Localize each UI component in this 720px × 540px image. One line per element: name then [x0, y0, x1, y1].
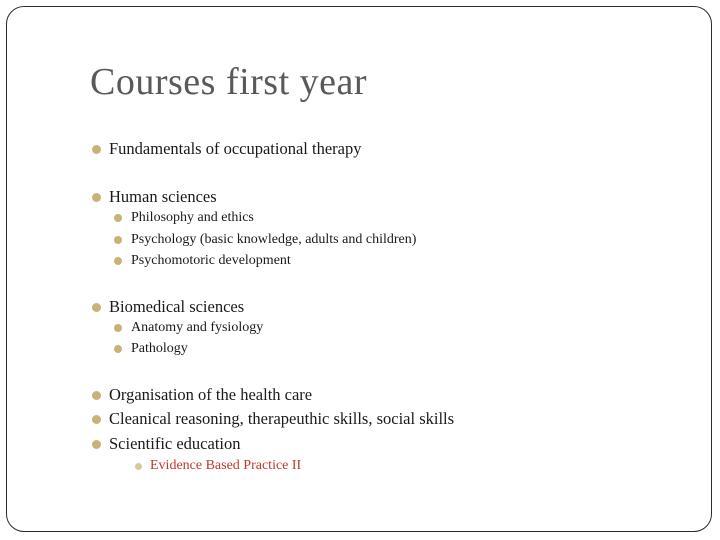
slide-title: Courses first year: [90, 61, 368, 103]
sub-list-item: [114, 320, 263, 336]
list-item: [92, 409, 454, 429]
sub-list-item: [114, 253, 291, 269]
sub-list-item-label: Psychomotoric development: [131, 253, 291, 268]
list-item-label: Scientific education: [109, 434, 241, 453]
list-item: [92, 187, 217, 207]
sub-list-item-label: Anatomy and fysiology: [131, 320, 264, 335]
list-item-label: Human sciences: [109, 187, 217, 206]
sub-list-item-label: Philosophy and ethics: [131, 210, 254, 225]
list-item: [92, 434, 241, 454]
sub-list-item-label: Pathology: [131, 341, 188, 356]
sub-list-item-label: Evidence Based Practice II: [150, 458, 302, 473]
list-item-label: Fundamentals of occupational therapy: [109, 139, 362, 158]
bullet-icon: [92, 415, 101, 424]
list-item: [92, 139, 361, 159]
bullet-icon: [114, 324, 122, 332]
sub-list-item: [114, 232, 416, 248]
list-item: [92, 385, 312, 405]
bullet-icon: [114, 214, 122, 222]
list-item-label: Biomedical sciences: [109, 297, 245, 316]
bullet-icon: [92, 193, 101, 202]
bullet-icon: [114, 236, 122, 244]
sub-list-item-label: Psychology (basic knowledge, adults and children): [131, 232, 417, 247]
sub-list-item: [135, 458, 301, 474]
sub-list-item: [114, 210, 254, 226]
bullet-icon: [114, 345, 122, 353]
bullet-icon: [92, 440, 101, 449]
list-item-label: Organisation of the health care: [109, 385, 313, 404]
list-item: [92, 297, 244, 317]
list-item-label: Cleanical reasoning, therapeuthic skills, social skills: [109, 409, 455, 428]
bullet-icon: [114, 257, 122, 265]
bullet-icon: [92, 391, 101, 400]
sub-list-item: [114, 341, 188, 357]
bullet-icon: [135, 463, 142, 470]
bullet-icon: [92, 303, 101, 312]
bullet-icon: [92, 145, 101, 154]
